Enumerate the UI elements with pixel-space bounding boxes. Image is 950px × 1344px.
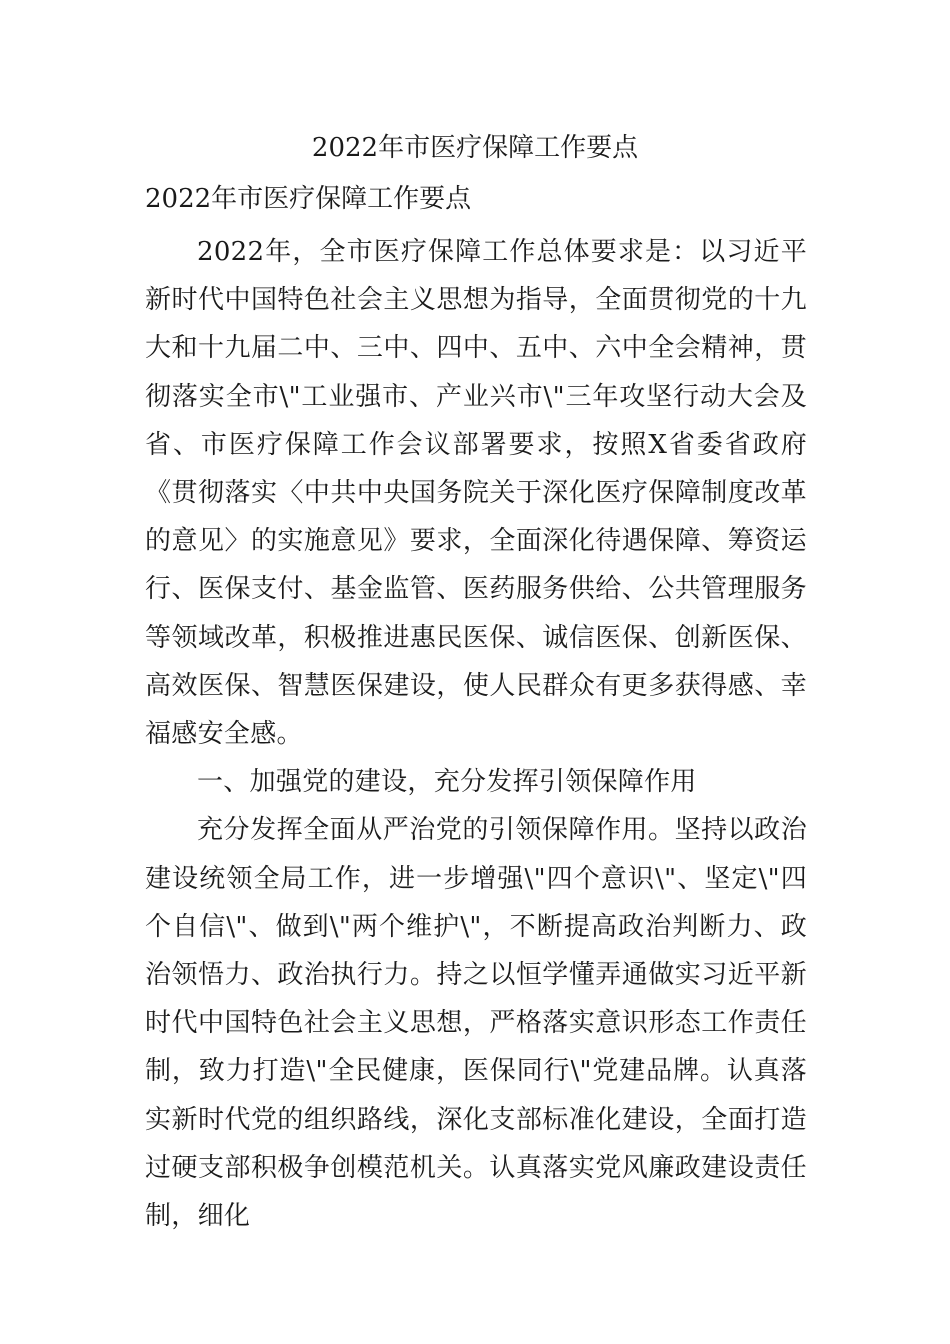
document-title: 2022年市医疗保障工作要点 <box>311 133 639 163</box>
document-subtitle: 2022年市医疗保障工作要点 <box>145 184 472 214</box>
document-body <box>145 228 807 1240</box>
paragraph-general-requirements: 2022年，全市医疗保障工作总体要求是：以习近平新时代中国特色社会主义思想为指导，全面贯彻党的十九大和十九届二中、三中、四中、五中、六中全会精神，贯彻落实全市\"工业强市、产业兴市\"三年攻坚行动大会及省、市医疗保障工作会议部署要求，按照X省委省政府《贯彻落实〈中共中央国务院关于深化医疗保障制度改革的意见〉的实施意见》要求，全面深化待遇保障、筹资运行、医保支付、基金监管、医药服务供给、公共管理服务等领域改革，积极推进惠民医保、诚信医保、创新医保、高效医保、智慧医保建设，使人民群众有更多获得感、幸福感安全感。 <box>145 237 807 750</box>
paragraph-party-building: 充分发挥全面从严治党的引领保障作用。坚持以政治建设统领全局工作，进一步增强\"四个意识\"、坚定\"四个自信\"、做到\"两个维护\"，不断提高政治判断力、政治领悟力、政治执行力。持之以恒学懂弄通做实习近平新时代中国特色社会主义思想，严格落实意识形态工作责任制，致力打造\"全民健康，医保同行\"党建品牌。认真落实新时代党的组织路线，深化支部标准化建设，全面打造过硬支部积极争创模范机关。认真落实党风廉政建设责任制，细化 <box>145 815 807 1232</box>
section-heading-party-building: 一、加强党的建设，充分发挥引领保障作用 <box>197 767 697 798</box>
